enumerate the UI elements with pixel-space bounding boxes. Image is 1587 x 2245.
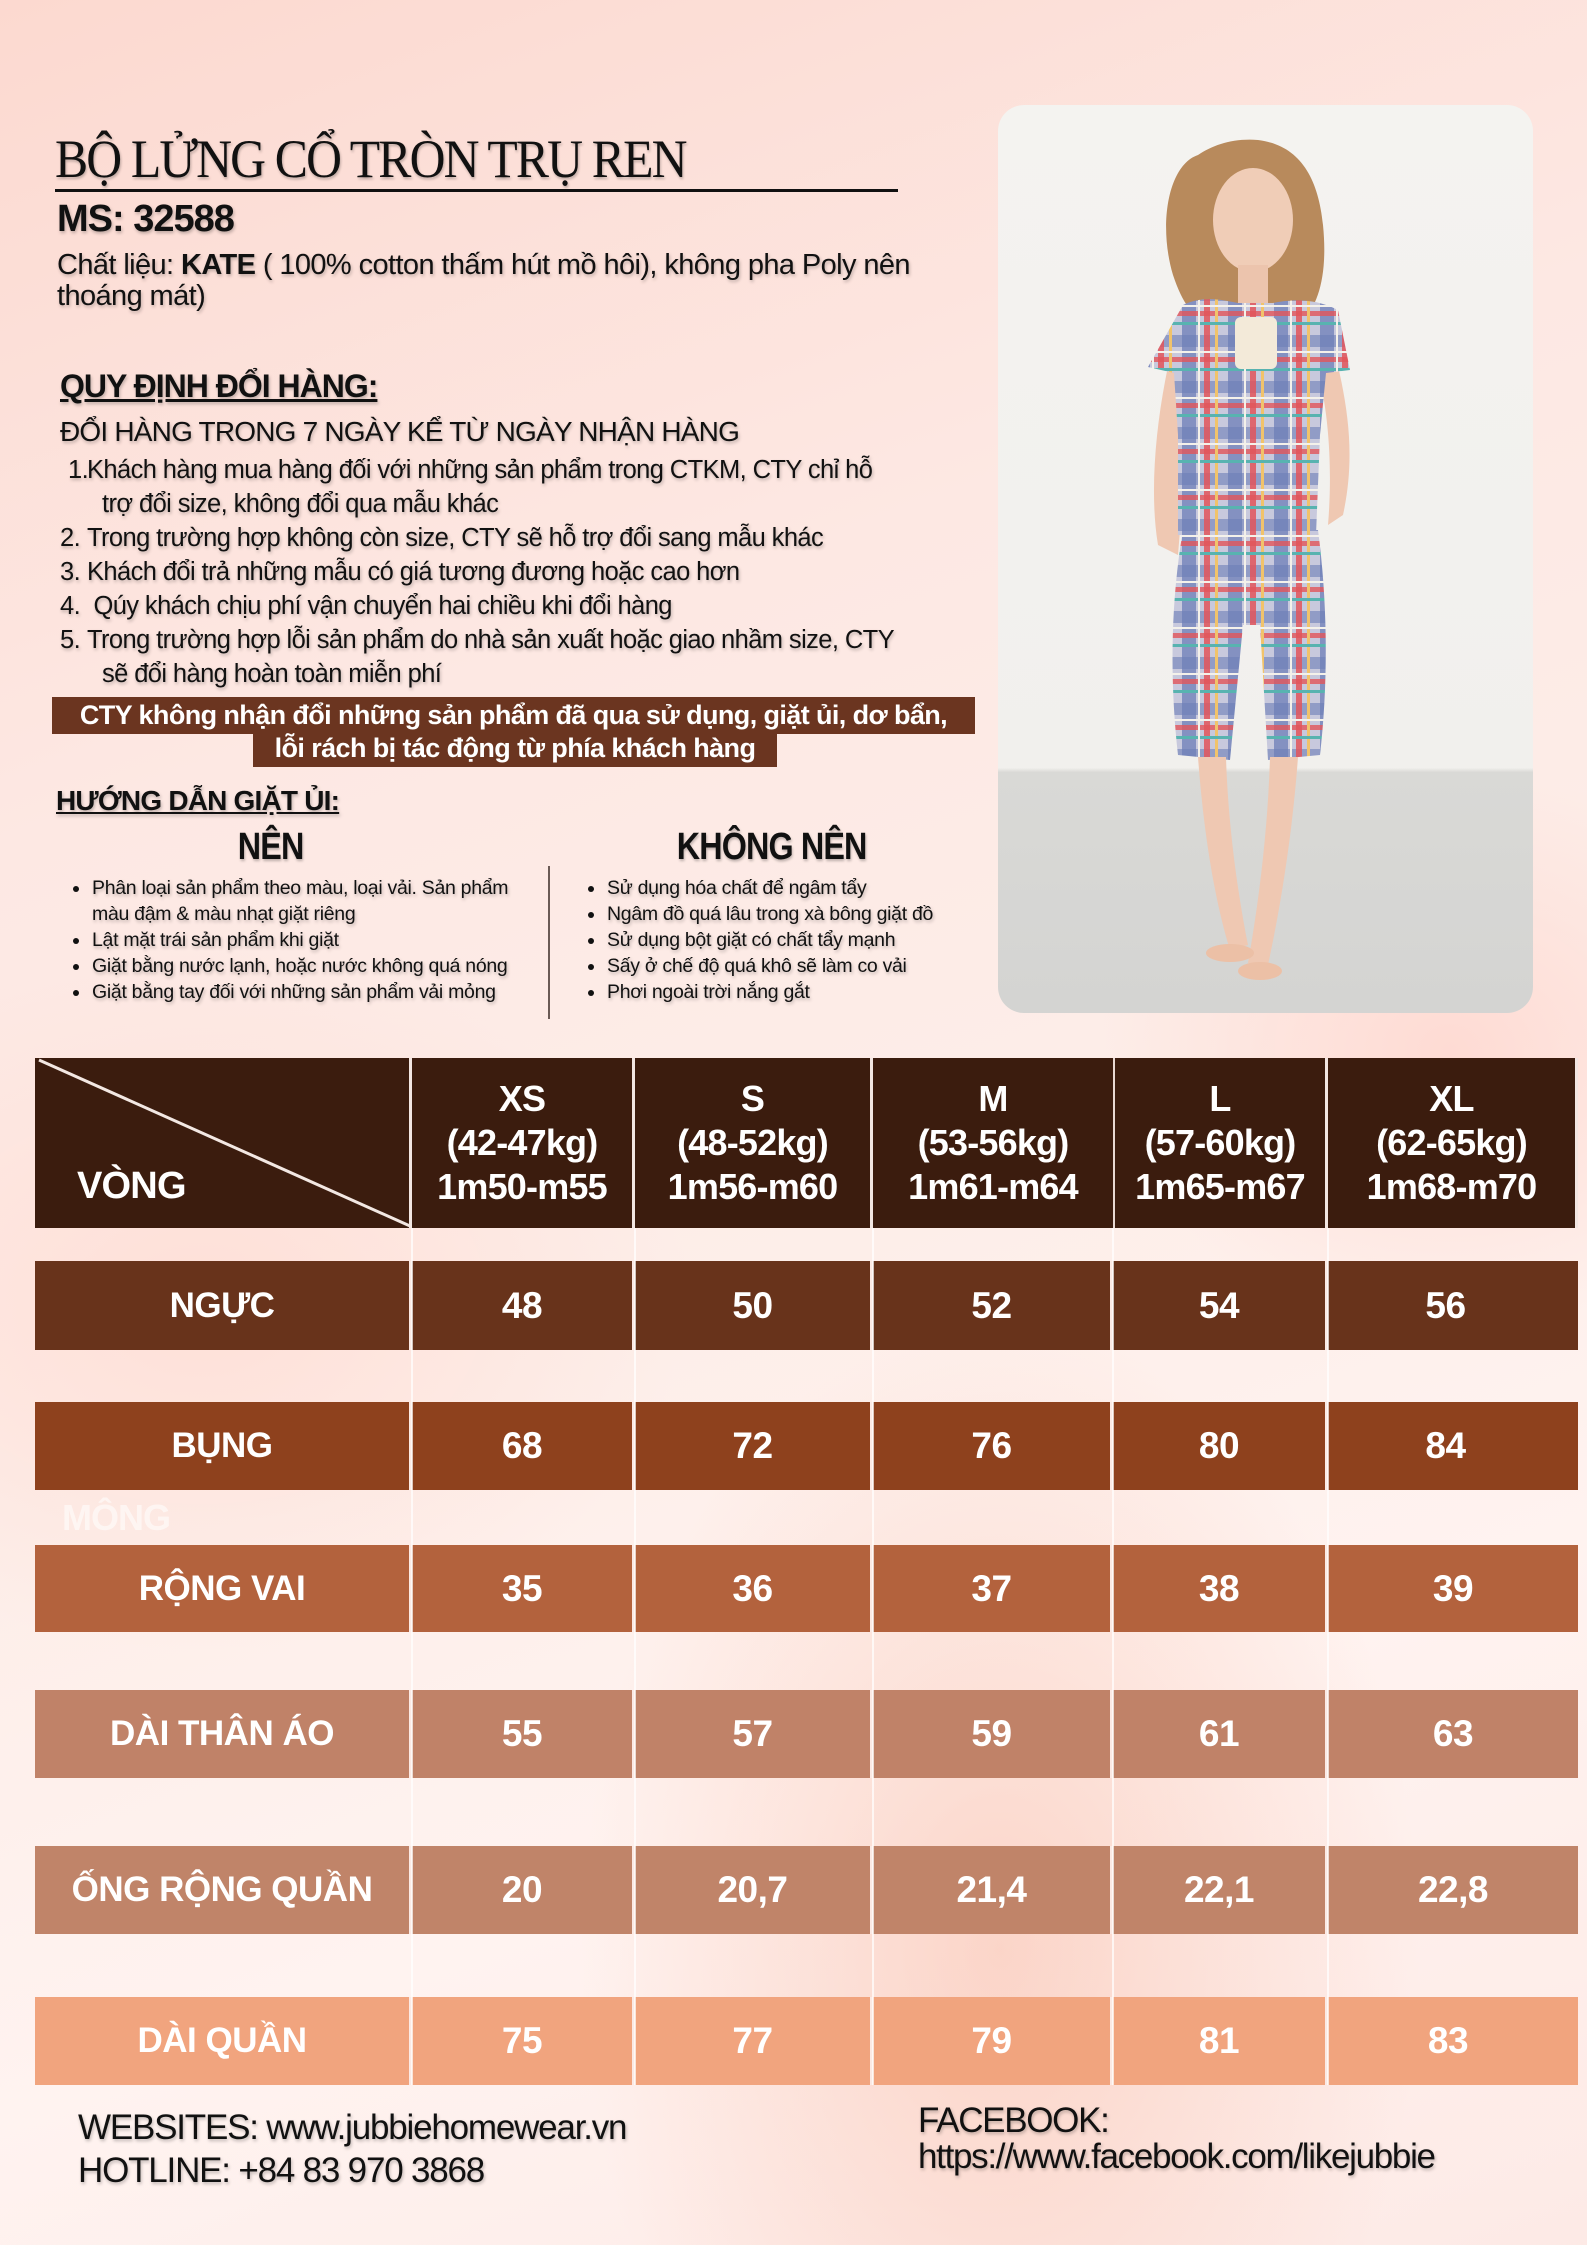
column-guide xyxy=(411,1228,413,2085)
row-label: DÀI QUẦN xyxy=(35,1997,412,2085)
size-table-header xyxy=(35,1058,1578,1228)
row-label: BỤNG xyxy=(35,1402,412,1490)
material-name: KATE xyxy=(180,249,256,281)
material-description xyxy=(57,250,957,312)
value-xs: 48 xyxy=(412,1261,635,1350)
policy-subtitle: ĐỔI HÀNG TRONG 7 NGÀY KỂ TỪ NGÀY NHẬN HÀNG xyxy=(60,416,740,447)
size-weight: (48-52kg) xyxy=(677,1122,828,1163)
value-xl: 39 xyxy=(1432,1567,1474,1609)
do-item: Giặt bằng nước lạnh, hoặc nước không quá nóng xyxy=(70,953,540,979)
value-l: 54 xyxy=(1113,1261,1328,1350)
dont-list xyxy=(585,875,1005,1005)
size-name: L xyxy=(1209,1078,1231,1119)
row-pants-length xyxy=(35,1997,1578,2085)
policy-heading: QUY ĐỊNH ĐỔI HÀNG: xyxy=(60,368,378,404)
washing-divider xyxy=(548,866,550,1019)
policy-item xyxy=(60,623,980,657)
size-weight: (42-47kg) xyxy=(446,1122,598,1163)
corner-cell xyxy=(35,1058,412,1228)
title-divider xyxy=(55,189,898,192)
do-title: NÊN xyxy=(237,826,304,868)
facebook-info xyxy=(918,2103,1435,2175)
row-chest xyxy=(35,1261,1578,1350)
value-m: 76 xyxy=(873,1402,1113,1490)
value-s: 72 xyxy=(635,1402,873,1490)
dont-title: KHÔNG NÊN xyxy=(676,826,867,868)
value-l: 61 xyxy=(1113,1690,1328,1778)
policy-item xyxy=(60,555,980,589)
size-header-l xyxy=(1113,1058,1328,1228)
value-xl: 63 xyxy=(1432,1713,1474,1754)
item-text: Khách hàng mua hàng đối với những sản phẩm trong CTKM, CTY chỉ hỗ xyxy=(87,456,873,484)
do-item: Lật mặt trái sản phẩm khi giặt xyxy=(70,927,540,953)
policy-item-continuation: trợ đổi size, không đổi qua mẫu khác xyxy=(102,490,499,518)
row-label: DÀI THÂN ÁO xyxy=(35,1690,412,1778)
policy-item-continuation: sẽ đổi hàng hoàn toàn miễn phí xyxy=(102,660,442,688)
value-m: 21,4 xyxy=(873,1846,1113,1934)
row-top-length xyxy=(35,1690,1578,1778)
facebook-url: https://www.facebook.com/likejubbie xyxy=(918,2137,1435,2176)
size-name: M xyxy=(978,1078,1008,1119)
row-waist xyxy=(35,1402,1578,1490)
item-text: Khách đổi trả những mẫu có giá tương đương hoặc cao hơn xyxy=(87,558,740,586)
item-text: Trong trường hợp không còn size, CTY sẽ hỗ trợ đổi sang mẫu khác xyxy=(87,524,824,552)
material-label: Chất liệu: xyxy=(57,249,181,281)
column-guide xyxy=(1327,1228,1329,2085)
item-text: Trong trường hợp lỗi sản phẩm do nhà sản xuất hoặc giao nhầm size, CTY xyxy=(87,626,895,654)
value-m: 79 xyxy=(873,1997,1113,2085)
measurement-label: VÒNG xyxy=(77,1165,186,1207)
value-l: 81 xyxy=(1113,1997,1328,2085)
value-s: 77 xyxy=(635,1997,873,2085)
size-name: XL xyxy=(1429,1078,1474,1119)
contact-info xyxy=(78,2106,626,2192)
value-l: 22,1 xyxy=(1113,1846,1328,1934)
value-xs: 68 xyxy=(412,1402,635,1490)
item-text: Qúy khách chịu phí vận chuyển hai chiều khi đổi hàng xyxy=(87,592,672,620)
size-height: 1m56-m60 xyxy=(667,1166,838,1207)
material-detail: ( 100% cotton thấm hút mồ hôi), không pha Poly nên thoáng mát) xyxy=(57,249,910,312)
model-illustration xyxy=(998,105,1533,1013)
size-height: 1m65-m67 xyxy=(1135,1166,1305,1207)
dont-item: Sử dụng hóa chất để ngâm tẩy xyxy=(585,875,1005,901)
value-xl: 84 xyxy=(1425,1425,1466,1466)
row-shoulder xyxy=(35,1545,1578,1632)
product-photo xyxy=(998,105,1533,1013)
size-header-xl xyxy=(1328,1058,1578,1228)
product-code: MS: 32588 xyxy=(57,198,234,240)
policy-item xyxy=(60,589,980,623)
size-height: 1m68-m70 xyxy=(1366,1166,1537,1207)
value-xs: 75 xyxy=(412,1997,635,2085)
size-name: XS xyxy=(498,1078,546,1119)
item-number: 1. xyxy=(68,456,89,484)
item-number: 5. xyxy=(60,626,81,654)
size-weight: (53-56kg) xyxy=(917,1122,1069,1163)
row-label: RỘNG VAI xyxy=(35,1545,412,1632)
no-exchange-notice-line2: lỗi rách bị tác động từ phía khách hàng xyxy=(253,732,777,767)
item-number: 3. xyxy=(60,558,81,586)
item-number: 2. xyxy=(60,524,81,552)
dont-item: Phơi ngoài trời nắng gắt xyxy=(585,979,1005,1005)
value-xl: 83 xyxy=(1427,2020,1469,2061)
column-guide xyxy=(634,1228,636,2085)
value-l: 38 xyxy=(1113,1545,1328,1632)
value-m: 37 xyxy=(873,1545,1113,1632)
value-m: 59 xyxy=(873,1690,1113,1778)
do-item: Giặt bằng tay đối với những sản phẩm vải mỏng xyxy=(70,979,540,1005)
hip-ghost-label: MÔNG xyxy=(62,1497,170,1538)
policy-item xyxy=(60,521,980,555)
value-s: 57 xyxy=(635,1690,873,1778)
product-title: BỘ LỬNG CỔ TRÒN TRỤ REN xyxy=(55,129,686,189)
value-xs: 20 xyxy=(412,1846,635,1934)
hotline-text: HOTLINE: +84 83 970 3868 xyxy=(78,2151,485,2190)
column-guide xyxy=(872,1228,874,2085)
washing-heading: HƯỚNG DẪN GIẶT ỦI: xyxy=(56,785,340,816)
size-header-s xyxy=(635,1058,873,1228)
value-s: 20,7 xyxy=(635,1846,873,1934)
value-s: 36 xyxy=(635,1545,873,1632)
dont-item: Ngâm đồ quá lâu trong xà bông giặt đồ xyxy=(585,901,1005,927)
size-header-xs xyxy=(412,1058,635,1228)
do-item: Phân loại sản phẩm theo màu, loại vải. Sản phẩm màu đậm & màu nhạt giặt riêng xyxy=(70,875,540,927)
size-weight: (62-65kg) xyxy=(1376,1122,1527,1163)
do-list xyxy=(70,875,540,1005)
facebook-label: FACEBOOK: xyxy=(918,2101,1109,2140)
no-exchange-notice-line1: CTY không nhận đổi những sản phẩm đã qua sử dụng, giặt ủi, dơ bẩn, xyxy=(52,697,975,734)
size-weight: (57-60kg) xyxy=(1144,1122,1296,1163)
policy-item xyxy=(60,453,980,487)
value-xs: 35 xyxy=(412,1545,635,1632)
dont-item: Sử dụng bột giặt có chất tẩy mạnh xyxy=(585,927,1005,953)
policy-list xyxy=(60,453,980,691)
size-header-m xyxy=(873,1058,1113,1228)
row-leg-width xyxy=(35,1846,1578,1934)
value-xl: 22,8 xyxy=(1417,1869,1488,1910)
size-height: 1m61-m64 xyxy=(908,1166,1078,1207)
item-number: 4. xyxy=(60,592,81,620)
size-height: 1m50-m55 xyxy=(437,1166,607,1207)
value-l: 80 xyxy=(1113,1402,1328,1490)
value-xs: 55 xyxy=(412,1690,635,1778)
value-xl: 56 xyxy=(1425,1284,1466,1326)
row-label: ỐNG RỘNG QUẦN xyxy=(35,1846,412,1934)
value-m: 52 xyxy=(873,1261,1113,1350)
website-text: WEBSITES: www.jubbiehomewear.vn xyxy=(78,2108,627,2147)
value-s: 50 xyxy=(635,1261,873,1350)
column-guide xyxy=(1112,1228,1114,2085)
size-name: S xyxy=(740,1078,765,1119)
row-label: NGỰC xyxy=(35,1261,412,1350)
dont-item: Sấy ở chế độ quá khô sẽ làm co vải xyxy=(585,953,1005,979)
